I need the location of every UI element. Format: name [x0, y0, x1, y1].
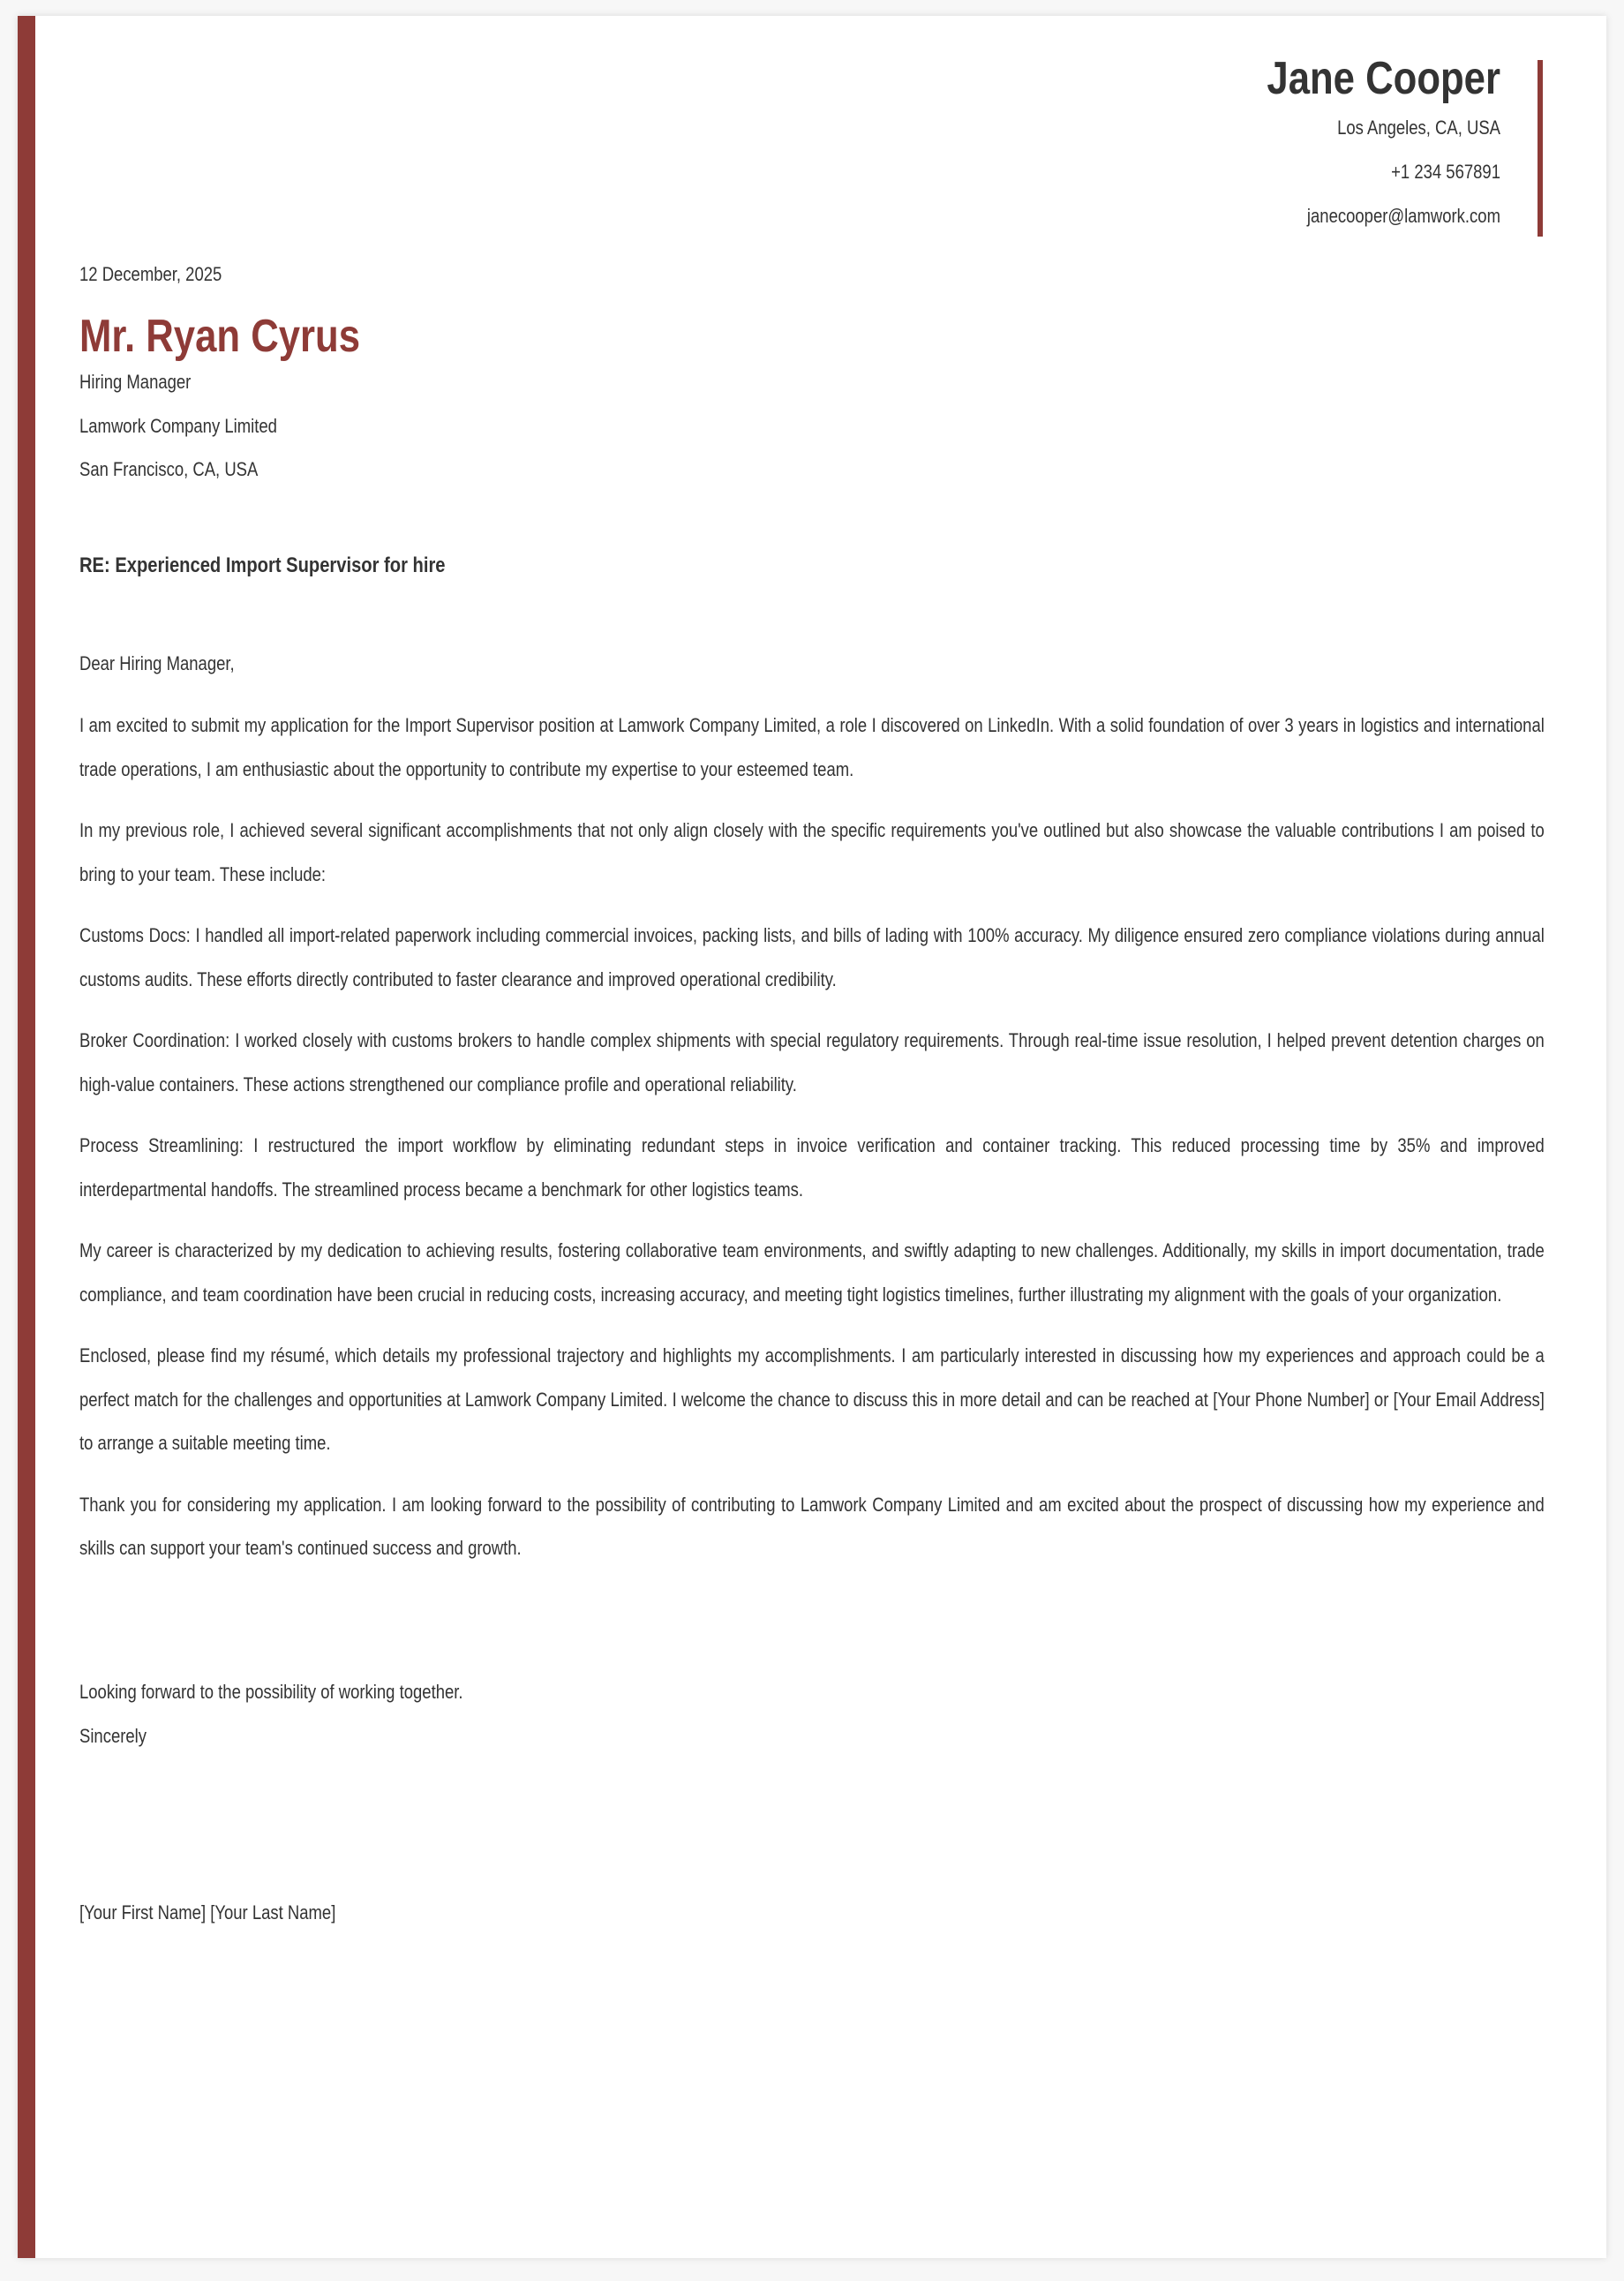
paragraph-thanks: Thank you for considering my application. I am looking forward to the possibility of contributing to Lamwork Company Limited and am excited about the prospect of discussing how my experience and skills can support your team's continued success and growth. — [79, 1493, 1545, 1559]
recipient-title: Hiring Manager — [79, 371, 192, 393]
recipient-company: Lamwork Company Limited — [79, 415, 277, 437]
paragraph-broker-coordination: Broker Coordination: I worked closely with customs brokers to handle complex shipments with special regulatory requirements. Through real-time issue resolution, I helped prevent detention charges on high-value containers. These actions strengthened our compliance profile and operational reliability. — [79, 1029, 1545, 1095]
accent-bar-left — [18, 16, 35, 2258]
recipient-name: Mr. Ryan Cyrus — [79, 311, 361, 362]
signature: [Your First Name] [Your Last Name] — [79, 1901, 336, 1923]
subject-line: RE: Experienced Import Supervisor for hire — [79, 553, 446, 577]
paragraph-career: My career is characterized by my dedication to achieving results, fostering collaborative team environments, and swiftly adapting to new challenges. Additionally, my skills in import documentation, trade compliance, and team coordination have been crucial in reducing costs, increasing accuracy, and meeting tight logistics timelines, further illustrating my alignment with the goals of your organization. — [79, 1239, 1545, 1306]
letter-paragraphs — [79, 704, 1545, 1588]
sender-location: Los Angeles, CA, USA — [1337, 117, 1500, 139]
cover-letter-page — [18, 16, 1606, 2258]
recipient-location: San Francisco, CA, USA — [79, 458, 259, 480]
sender-header — [1267, 51, 1500, 238]
letter-date: 12 December, 2025 — [79, 263, 222, 285]
paragraph-intro: I am excited to submit my application for the Import Supervisor position at Lamwork Company Limited, a role I discovered on LinkedIn. With a solid foundation of over 3 years in logistics and international trade operations, I am enthusiastic about the opportunity to contribute my expertise to your esteemed team. — [79, 714, 1545, 780]
paragraph-customs-docs: Customs Docs: I handled all import-related paperwork including commercial invoices, packing lists, and bills of lading with 100% accuracy. My diligence ensured zero compliance violations during annual customs audits. These efforts directly contributed to faster clearance and improved operational credibility. — [79, 924, 1545, 990]
signoff: Sincerely — [79, 1725, 147, 1747]
header-accent-bar — [1538, 60, 1543, 237]
closing-line: Looking forward to the possibility of working together. — [79, 1681, 463, 1703]
paragraph-enclosed: Enclosed, please find my résumé, which details my professional trajectory and highlights my accomplishments. I am particularly interested in discussing how my experiences and approach could be a perfect match for the challenges and opportunities at Lamwork Company Limited. I welcome the chance to discuss this in more detail and can be reached at [Your Phone Number] or [Your Email Address] to arrange a suitable meeting time. — [79, 1344, 1545, 1454]
paragraph-process-streamlining: Process Streamlining: I restructured the import workflow by eliminating redundant steps in invoice verification and container tracking. This reduced processing time by 35% and improved interdepartmental handoffs. The streamlined process became a benchmark for other logistics teams. — [79, 1134, 1545, 1201]
sender-email: janecooper@lamwork.com — [1306, 205, 1500, 227]
paragraph-accomplishments: In my previous role, I achieved several significant accomplishments that not only align closely with the specific requirements you've outlined but also showcase the valuable contributions I am poised to bring to your team. These include: — [79, 819, 1545, 885]
sender-name: Jane Cooper — [1267, 53, 1500, 104]
sender-phone: +1 234 567891 — [1391, 161, 1500, 183]
salutation: Dear Hiring Manager, — [79, 652, 235, 674]
